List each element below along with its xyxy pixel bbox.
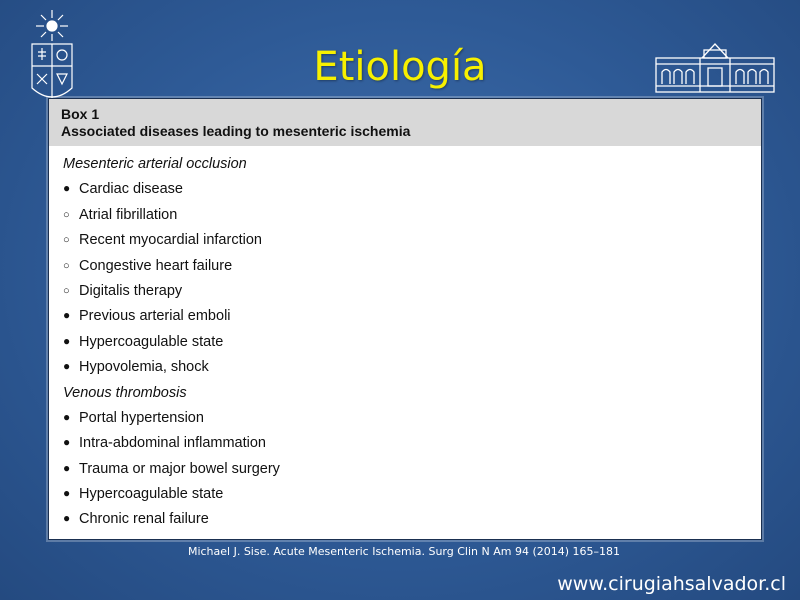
bullet-icon: ● — [63, 460, 71, 475]
hollow-bullet-icon: ○ — [63, 259, 70, 272]
box-label: Box 1 — [61, 106, 100, 122]
hollow-bullet-icon: ○ — [63, 284, 70, 297]
bullet-icon: ● — [63, 511, 71, 526]
section-heading: Mesenteric arterial occlusion — [63, 156, 247, 172]
box-heading: Associated diseases leading to mesenteric ischemia — [61, 123, 411, 139]
box-body — [49, 146, 761, 533]
bullet-icon: ● — [63, 435, 71, 450]
list-item: ● Intra-abdominal inflammation — [63, 431, 761, 456]
list-item: ● Hypercoagulable state — [63, 330, 761, 355]
bullet-icon: ● — [63, 308, 71, 323]
list-item: ● Portal hypertension — [63, 406, 761, 431]
website-url: www.cirugiahsalvador.cl — [557, 573, 786, 595]
citation: Michael J. Sise. Acute Mesenteric Ischemia. Surg Clin N Am 94 (2014) 165–181 — [187, 545, 621, 558]
list-item: ● Cardiac disease — [63, 177, 761, 202]
bullet-icon: ● — [63, 333, 71, 348]
box-header — [49, 99, 761, 146]
disease-box — [48, 98, 762, 540]
sub-list-item: ○ Atrial fibrillation — [63, 203, 761, 228]
bullet-icon: ● — [63, 359, 71, 374]
section-heading: Venous thrombosis — [63, 384, 187, 401]
slide-title: Etiología — [313, 44, 487, 90]
bullet-icon: ● — [63, 486, 71, 501]
list-item: ● Hypercoagulable state — [63, 482, 761, 507]
list-item: ● Chronic renal failure — [63, 507, 761, 532]
sub-list-item: ○ Congestive heart failure — [63, 254, 761, 279]
list-item: ● Hypovolemia, shock — [63, 355, 761, 380]
hollow-bullet-icon: ○ — [63, 234, 70, 247]
bullet-icon: ● — [63, 409, 71, 424]
hollow-bullet-icon: ○ — [63, 208, 70, 221]
sub-list-item: ○ Digitalis therapy — [63, 279, 761, 304]
list-item: ● Trauma or major bowel surgery — [63, 457, 761, 482]
bullet-icon: ● — [63, 181, 71, 196]
list-item: ● Previous arterial emboli — [63, 304, 761, 329]
sub-list-item: ○ Recent myocardial infarction — [63, 228, 761, 253]
